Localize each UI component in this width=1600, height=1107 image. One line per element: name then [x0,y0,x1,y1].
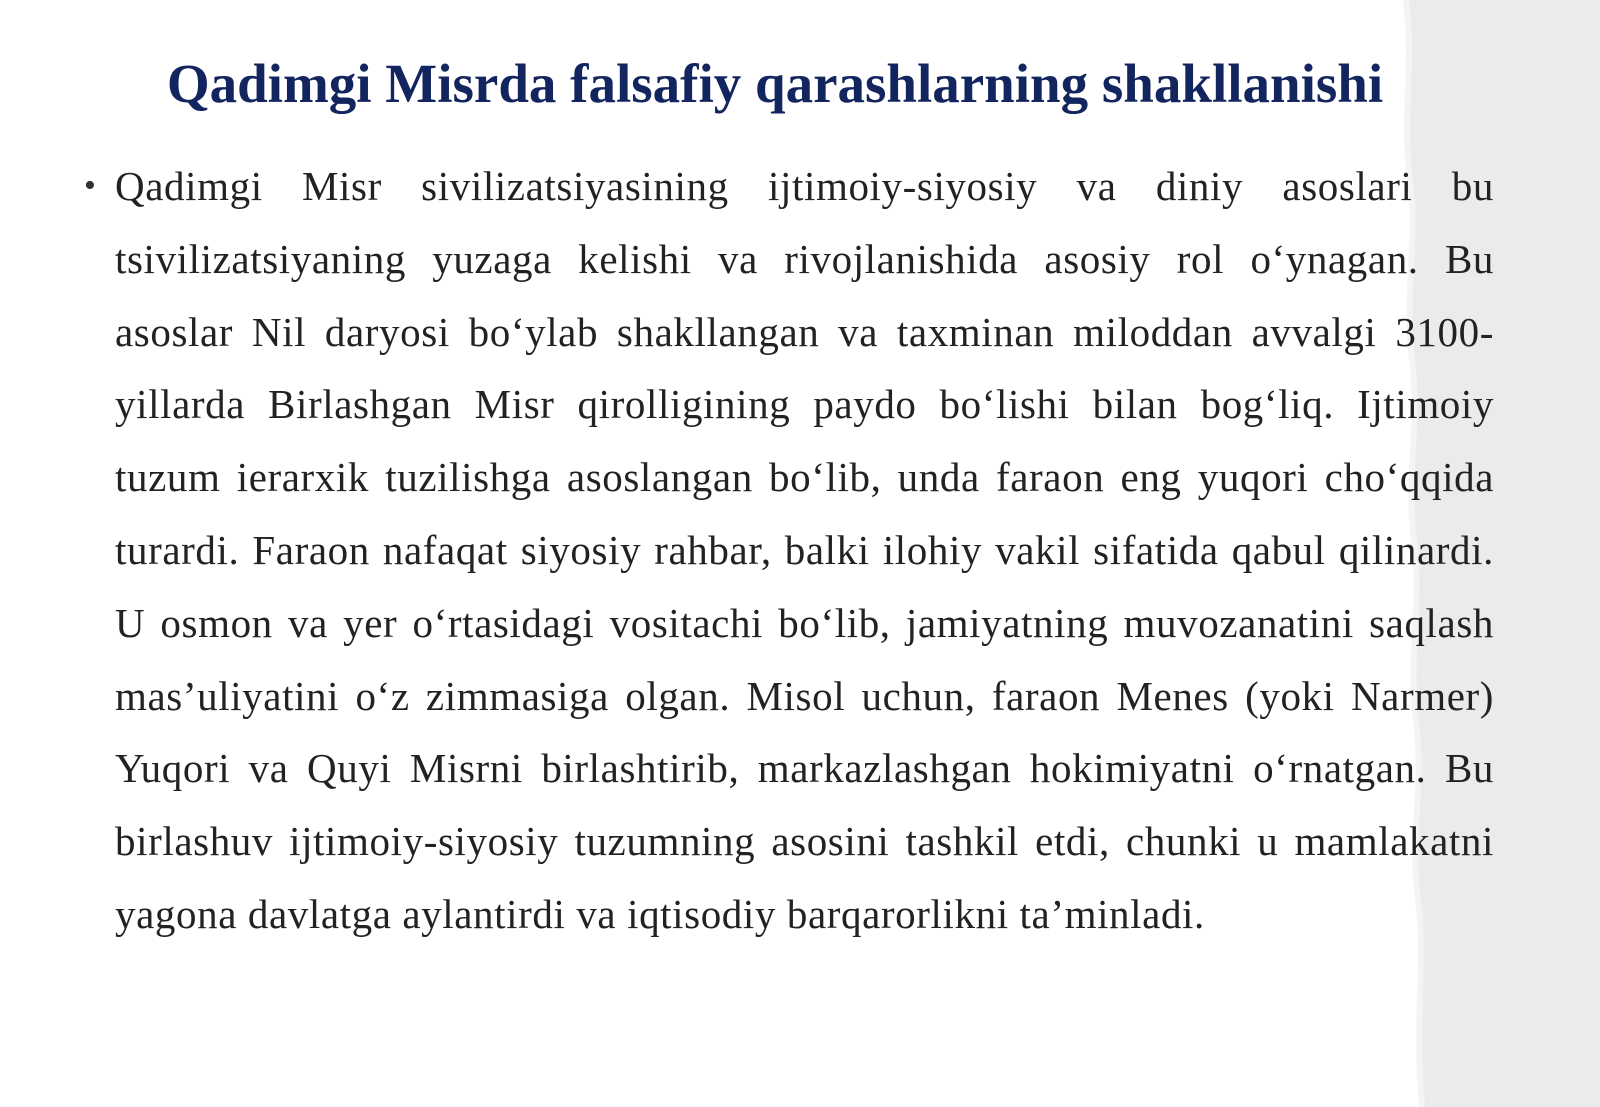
bullet-icon: • [84,167,97,204]
bullet-paragraph-text: Qadimgi Misr sivilizatsiyasining ijtimoiy-siyosiy va diniy asoslari bu tsivilizatsiyaning yuzaga kelishi va rivojlanishida asosiy rol o‘ynagan. Bu asoslar Nil daryosi bo‘ylab shakllangan va taxminan miloddan avvalgi 3100-yillarda Birlashgan Misr qirolligining paydo bo‘lishi bilan bog‘liq. Ijtimoiy tuzum ierarxik tuzilishga asoslangan bo‘lib, unda faraon eng yuqori cho‘qqida turardi. Faraon nafaqat siyosiy rahbar, balki ilohiy vakil sifatida qabul qilinardi. U osmon va yer o‘rtasidagi vositachi bo‘lib, jamiyatning muvozanatini saqlash mas’uliyatini o‘z zimmasiga olgan. Misol uchun, faraon Menes (yoki Narmer) Yuqori va Quyi Misrni birlashtirib, markazlashgan hokimiyatni o‘rnatgan. Bu birlashuv ijtimoiy-siyosiy tuzumning asosini tashkil etdi, chunki u mamlakatni yagona davlatga aylantirdi va iqtisodiy barqarorlikni ta’minladi. [115,163,1494,937]
bullet-list [84,150,1494,951]
bullet-item [84,150,1494,951]
slide-title: Qadimgi Misrda falsafiy qarashlarning shakllanishi [166,53,1384,114]
